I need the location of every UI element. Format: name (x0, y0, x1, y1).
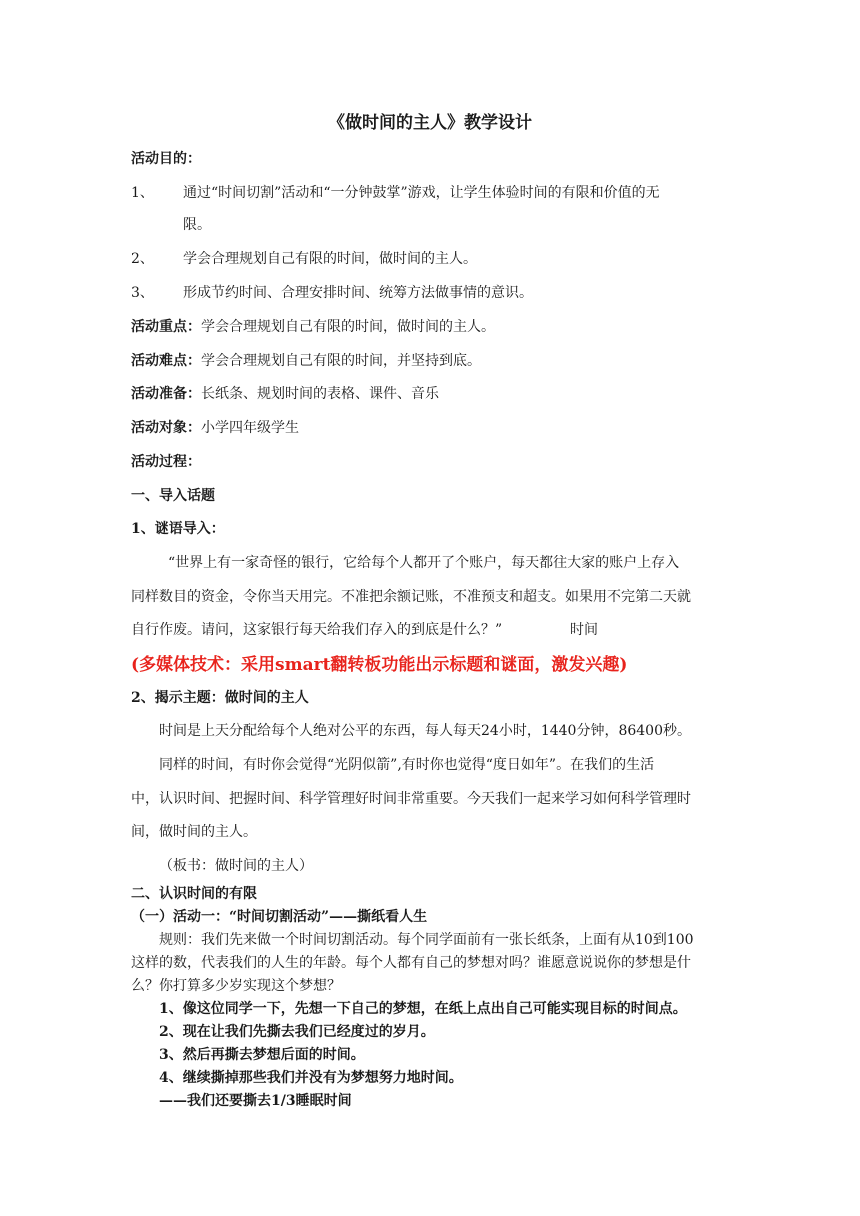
step-3: 3、然后再撕去梦想后面的时间。 (159, 1047, 365, 1063)
step-2: 2、现在让我们先撕去我们已经度过的岁月。 (159, 1024, 435, 1040)
info-text: 学会合理规划自己有限的时间，并坚持到底。 (201, 353, 481, 369)
info-label: 活动准备： (131, 386, 201, 402)
section-1-heading: 一、导入话题 (131, 488, 215, 504)
theme-paragraph-2-line-3: 间，做时间的主人。 (131, 824, 257, 840)
theme-paragraph-2-line-2: 中，认识时间、把握时间、科学管理好时间非常重要。今天我们一起来学习如何科学管理时 (131, 791, 691, 807)
goal-heading: 活动目的： (131, 151, 201, 167)
rule-line-3: 么？你打算多少岁实现这个梦想？ (131, 978, 341, 994)
info-text: 学会合理规划自己有限的时间，做时间的主人。 (201, 319, 495, 335)
step-4: 4、继续撕掉那些我们并没有为梦想努力地时间。 (159, 1070, 463, 1086)
theme-paragraph-2-line-1: 同样的时间，有时你会觉得“光阴似箭”,有时你也觉得“度日如年”。在我们的生活 (159, 757, 655, 773)
info-label: 活动重点： (131, 319, 201, 335)
info-text: 长纸条、规划时间的表格、课件、音乐 (201, 386, 439, 402)
board-note: （板书：做时间的主人） (159, 858, 313, 874)
process-heading: 活动过程： (131, 454, 201, 470)
info-focus (131, 317, 495, 337)
section-2-heading: 二、认识时间的有限 (131, 886, 257, 902)
goal-3-line-1: 形成节约时间、合理安排时间、统筹方法做事情的意识。 (183, 285, 533, 301)
section-1-sub-2: 2、揭示主题：做时间的主人 (131, 690, 309, 706)
info-text: 小学四年级学生 (201, 420, 299, 436)
riddle-line-2: 同样数目的资金，令你当天用完。不准把余额记账，不准预支和超支。如果用不完第二天就 (131, 589, 691, 605)
step-5: ——我们还要撕去1/3睡眠时间 (159, 1093, 352, 1109)
goal-number-1: 1、 (131, 185, 154, 201)
info-difficulty (131, 351, 481, 371)
riddle-answer: 时间 (570, 622, 598, 638)
section-1-sub-1: 1、谜语导入： (131, 521, 225, 537)
goal-number-3: 3、 (131, 285, 154, 301)
info-preparation (131, 384, 439, 404)
activity-1-heading: （一）活动一：“时间切割活动”——撕纸看人生 (131, 909, 428, 925)
riddle-line-3: 自行作废。请问，这家银行每天给我们存入的到底是什么？” (131, 622, 503, 638)
riddle-line-1: “世界上有一家奇怪的银行，它给每个人都开了个账户，每天都往大家的账户上存入 (168, 555, 680, 571)
rule-line-2: 这样的数，代表我们的人生的年龄。每个人都有自己的梦想对吗？谁愿意说说你的梦想是什 (131, 955, 691, 971)
theme-paragraph-1: 时间是上天分配给每个人绝对公平的东西，每人每天24小时，1440分钟，86400秒。 (159, 723, 691, 739)
info-label: 活动对象： (131, 420, 201, 436)
rule-line-1: 规则：我们先来做一个时间切割活动。每个同学面前有一张长纸条，上面有从10到100 (159, 932, 694, 948)
goal-2-line-1: 学会合理规划自己有限的时间，做时间的主人。 (183, 251, 477, 267)
media-note: (多媒体技术：采用smart翻转板功能出示标题和谜面，激发兴趣) (131, 655, 628, 675)
goal-number-2: 2、 (131, 251, 154, 267)
step-1: 1、像这位同学一下，先想一下自己的梦想，在纸上点出自己可能实现目标的时间点。 (159, 1001, 687, 1017)
page-title: 《做时间的主人》教学设计 (328, 113, 532, 133)
goal-1-line-1: 通过“时间切割”活动和“一分钟鼓掌”游戏，让学生体验时间的有限和价值的无 (183, 185, 660, 201)
info-label: 活动难点： (131, 353, 201, 369)
info-audience (131, 418, 299, 438)
goal-1-line-2: 限。 (183, 217, 211, 233)
